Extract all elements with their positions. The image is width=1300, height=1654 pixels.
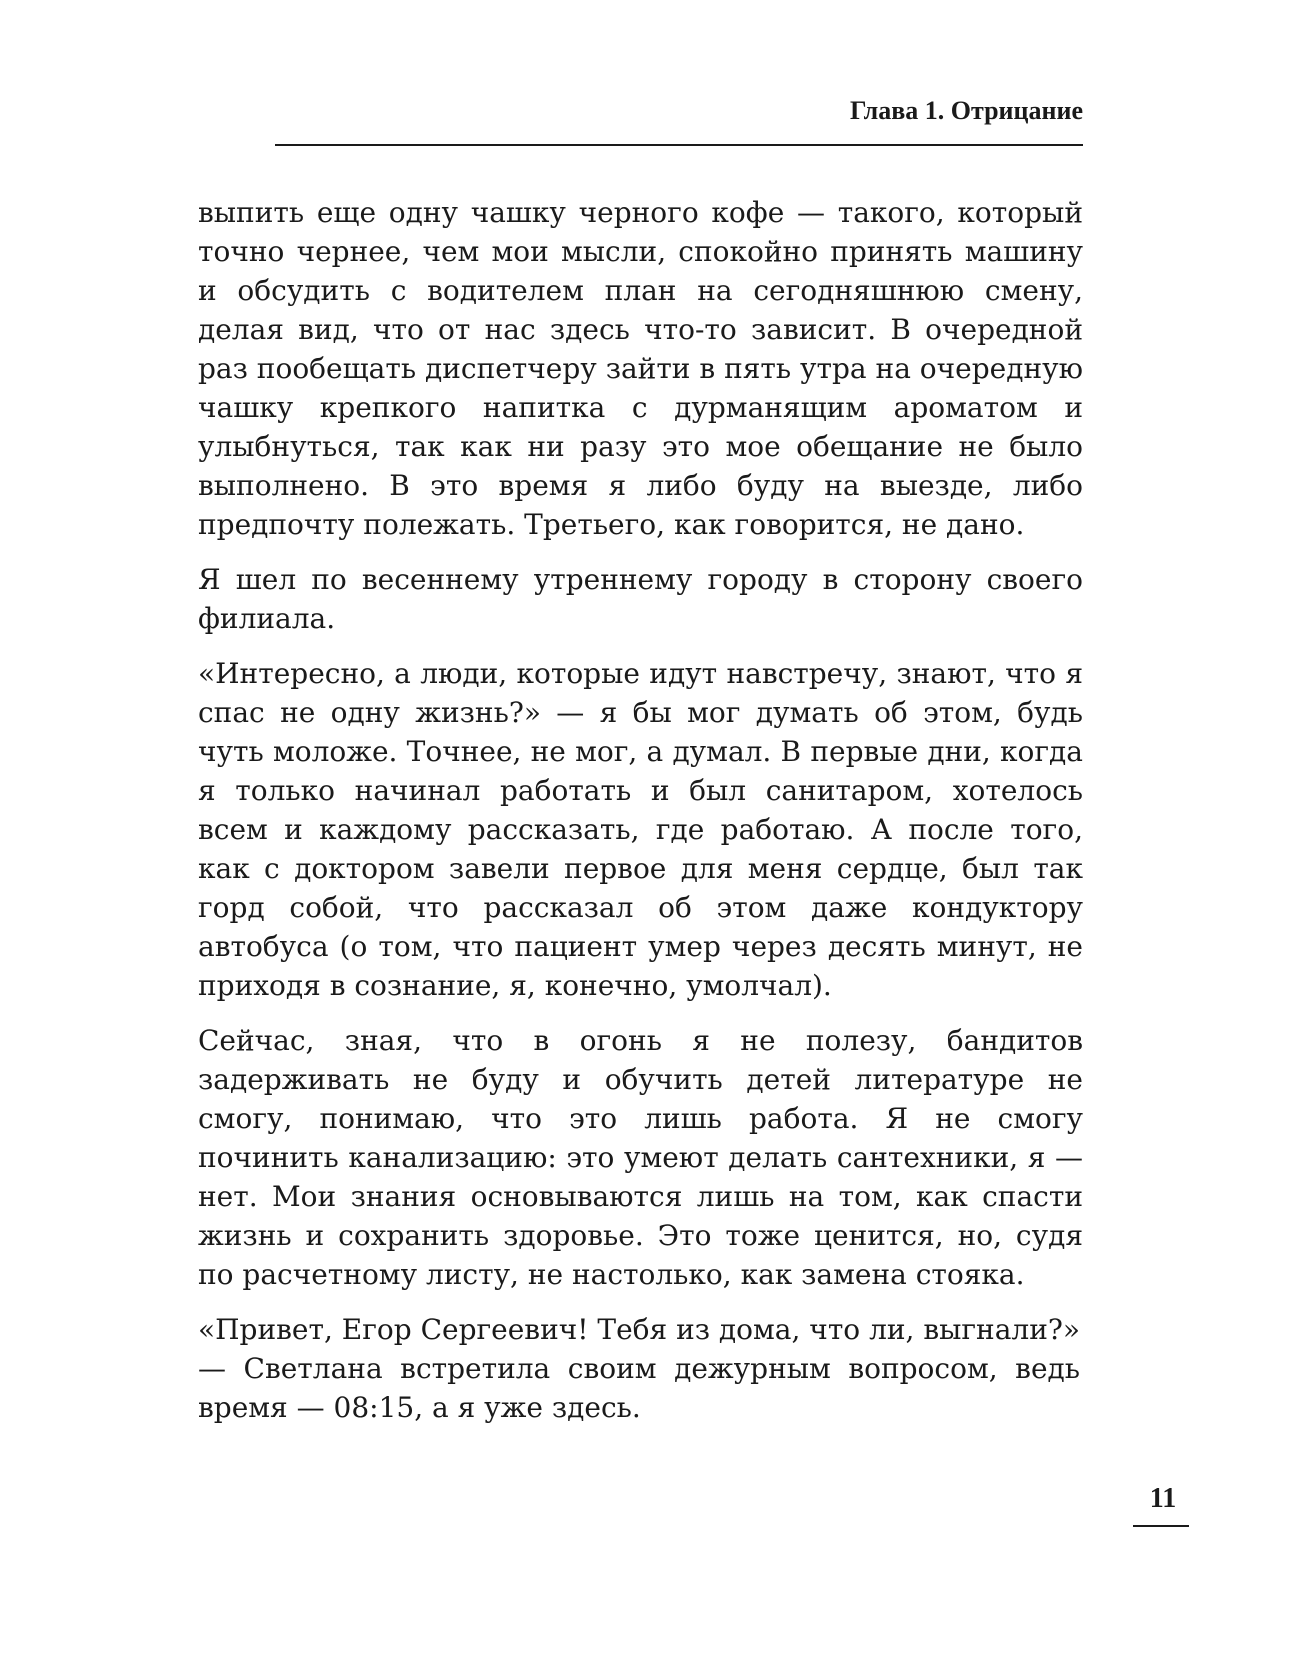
paragraph-4: Сейчас, зная, что в огонь я не полезу, бандитов задерживать не буду и обучить детей литературе не смогу, понимаю, что это лишь работа. Я не смогу починить канализацию: это умеют делать сантехники, я — нет. Мои знания основываются лишь на том, как спасти жизнь и сохранить здоровье. Это тоже ценится, но, судя по расчетному листу, не настолько, как замена стояка. xyxy=(198,1024,1083,1291)
paragraph-3: «Интересно, а люди, которые идут навстречу, знают, что я спас не одну жизнь?» — я бы мог думать об этом, будь чуть моложе. Точнее, не мог, а думал. В первые дни, когда я только начинал работать и был санитаром, хотелось всем и каждому рассказать, где работаю. А после того, как с доктором завели первое для меня сердце, был так горд собой, что рассказал об этом даже кондуктору автобуса (о том, что пациент умер через десять минут, не приходя в сознание, я, конечно, умолчал). xyxy=(198,657,1083,1002)
page-number: 11 xyxy=(1149,1483,1177,1514)
footer-rule xyxy=(1133,1525,1189,1527)
paragraph-5: «Привет, Егор Сергеевич! Тебя из дома, что ли, выгнали?» — Светлана встретила своим дежурным вопросом, ведь время — 08:15, а я уже здесь. xyxy=(198,1313,1080,1424)
paragraph-2: Я шел по весеннему утреннему городу в сторону своего филиала. xyxy=(198,563,1083,635)
text-body xyxy=(198,193,1083,1443)
header-rule xyxy=(275,144,1083,146)
running-header-chapter-title: Глава 1. Отрицание xyxy=(850,96,1083,125)
paragraph-1: выпить еще одну чашку черного кофе — такого, который точно чернее, чем мои мысли, спокойно принять машину и обсудить с водителем план на сегодняшнюю смену, делая вид, что от нас здесь что-то зависит. В очередной раз пообещать диспетчеру зайти в пять утра на очередную чашку крепкого напитка с дурманящим ароматом и улыбнуться, так как ни разу это мое обещание не было выполнено. В это время я либо буду на выезде, либо предпочту полежать. Третьего, как говорится, не дано. xyxy=(198,196,1083,541)
